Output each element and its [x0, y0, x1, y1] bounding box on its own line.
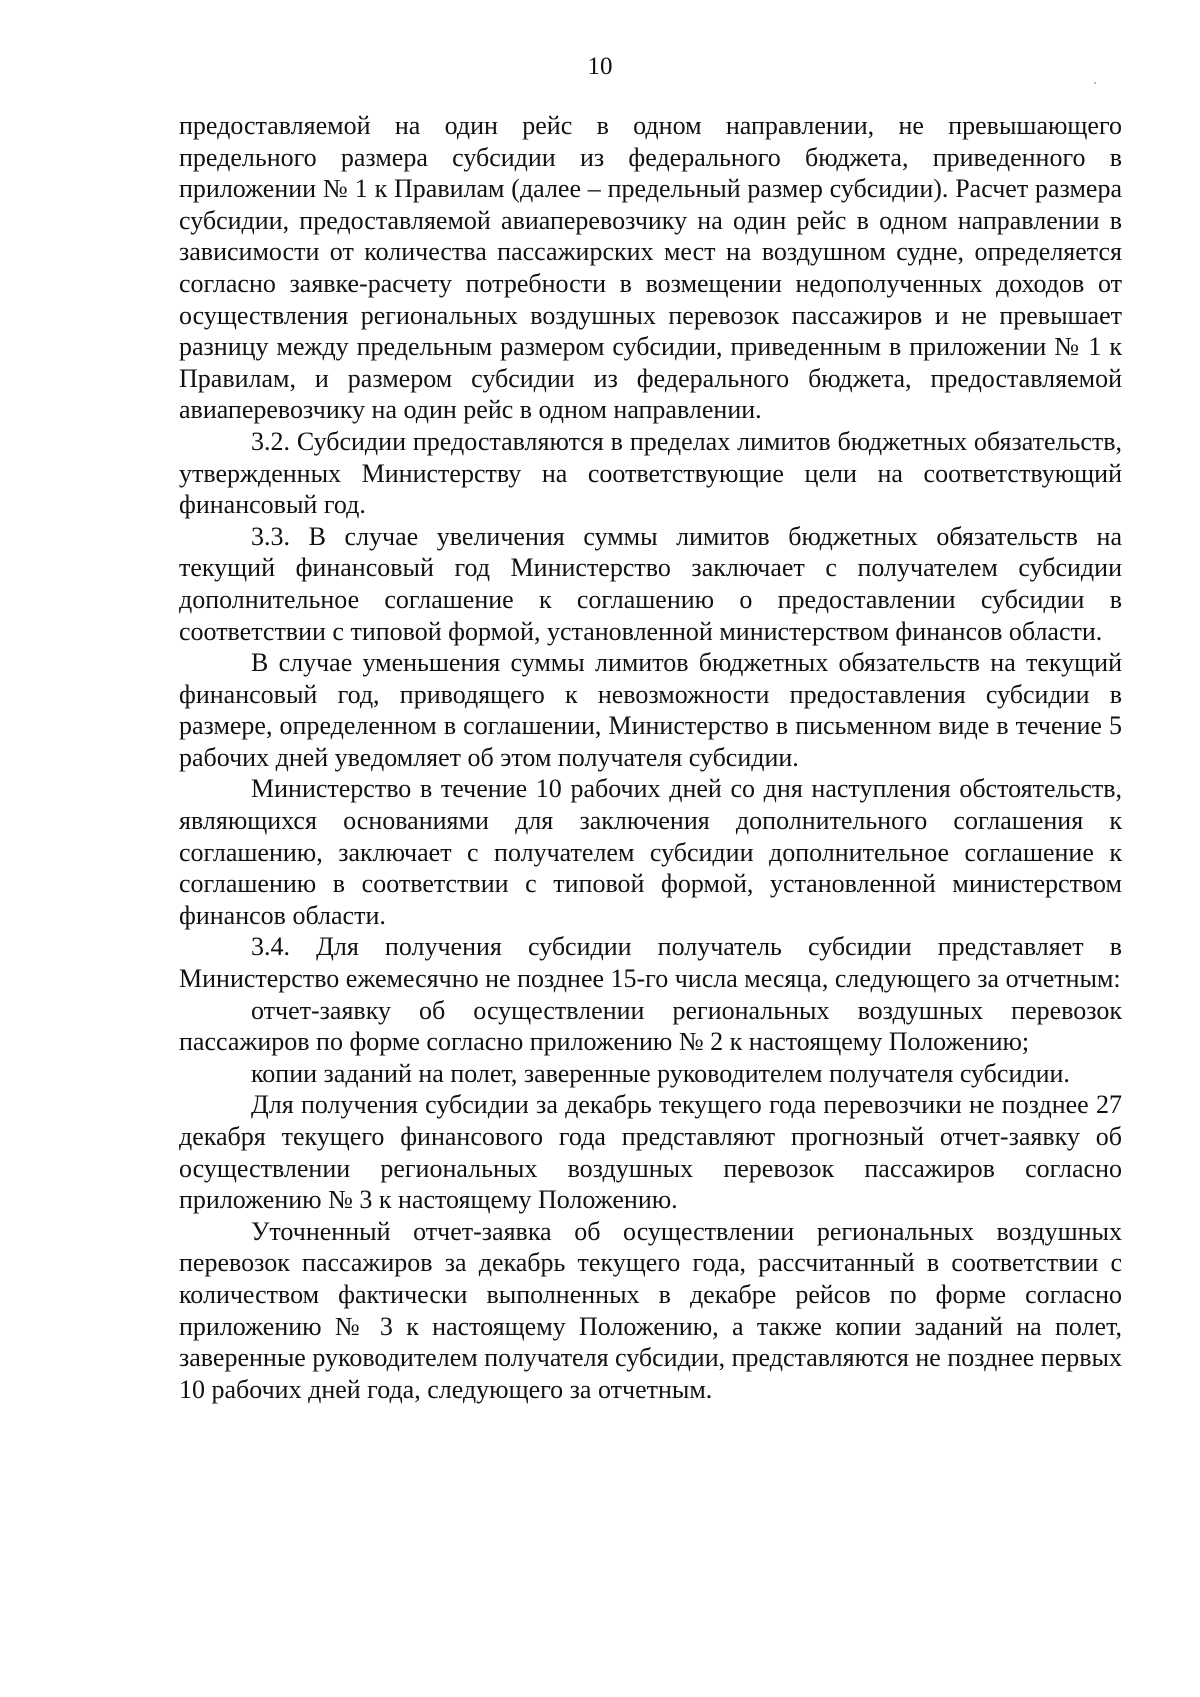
scan-artifact	[1094, 82, 1096, 84]
paragraph-additional-agreement: Министерство в течение 10 рабочих дней со дня наступления обстоятельств, являющихся основаниями для заключения дополнительного соглашения к соглашению, заключает с получателем субсидии дополнительное соглашение к соглашению в соответствии с типовой формой, установленной министерством финансов области.	[179, 774, 1122, 930]
paragraph-3-3: 3.3. В случае увеличения суммы лимитов бюджетных обязательств на текущий финансовый год Министерство заключает с получателем субсидии дополнительное соглашение к соглашению о предоставлении субсидии в соответствии с типовой формой, установленной министерством финансов области.	[179, 521, 1122, 646]
paragraph-continuation: предоставляемой на один рейс в одном направлении, не превышающего предельного размера субсидии из федерального бюджета, приведенного в приложении № 1 к Правилам (далее – предельный размер субсидии). Расчет размера субсидии, предоставляемой авиаперевозчику на один рейс в одном направлении в зависимости от количества пассажирских мест на воздушном судне, определяется согласно заявке-расчету потребности в возмещении недополученных доходов от осуществления региональных воздушных перевозок пассажиров и не превышает разницу между предельным размером субсидии, приведенным в приложении № 1 к Правилам, и размером субсидии из федерального бюджета, предоставляемой авиаперевозчику на один рейс в одном направлении.	[179, 111, 1122, 425]
paragraph-december-subsidy: Для получения субсидии за декабрь текущего года перевозчики не позднее 27 декабря текущего финансового года представляют прогнозный отчет-заявку об осуществлении региональных воздушных перевозок пассажиров согласно приложению № 3 к настоящему Положению.	[179, 1090, 1122, 1215]
paragraph-report-request: отчет-заявку об осуществлении региональных воздушных перевозок пассажиров по форме согласно приложению № 2 к настоящему Положению;	[179, 995, 1122, 1057]
paragraph-flight-tasks: копии заданий на полет, заверенные руководителем получателя субсидии.	[251, 1058, 1070, 1088]
document-body	[179, 110, 1122, 1405]
paragraph-3-2: 3.2. Субсидии предоставляются в пределах лимитов бюджетных обязательств, утвержденных Министерству на соответствующие цели на соответствующий финансовый год.	[179, 426, 1122, 520]
page-number: 10	[587, 53, 613, 80]
paragraph-3-4: 3.4. Для получения субсидии получатель субсидии представляет в Министерство ежемесячно не позднее 15-го числа месяца, следующего за отчетным:	[179, 932, 1122, 994]
paragraph-limit-decrease: В случае уменьшения суммы лимитов бюджетных обязательств на текущий финансовый год, приводящего к невозможности предоставления субсидии в размере, определенном в соглашении, Министерство в письменном виде в течение 5 рабочих дней уведомляет об этом получателя субсидии.	[179, 648, 1122, 772]
paragraph-updated-report: Уточненный отчет-заявка об осуществлении региональных воздушных перевозок пассажиров за декабрь текущего года, рассчитанный в соответствии с количеством фактически выполненных в декабре рейсов по форме согласно приложению № 3 к настоящему Положению, а также копии заданий на полет, заверенные руководителем получателя субсидии, представляются не позднее первых 10 рабочих дней года, следующего за отчетным.	[179, 1216, 1122, 1404]
